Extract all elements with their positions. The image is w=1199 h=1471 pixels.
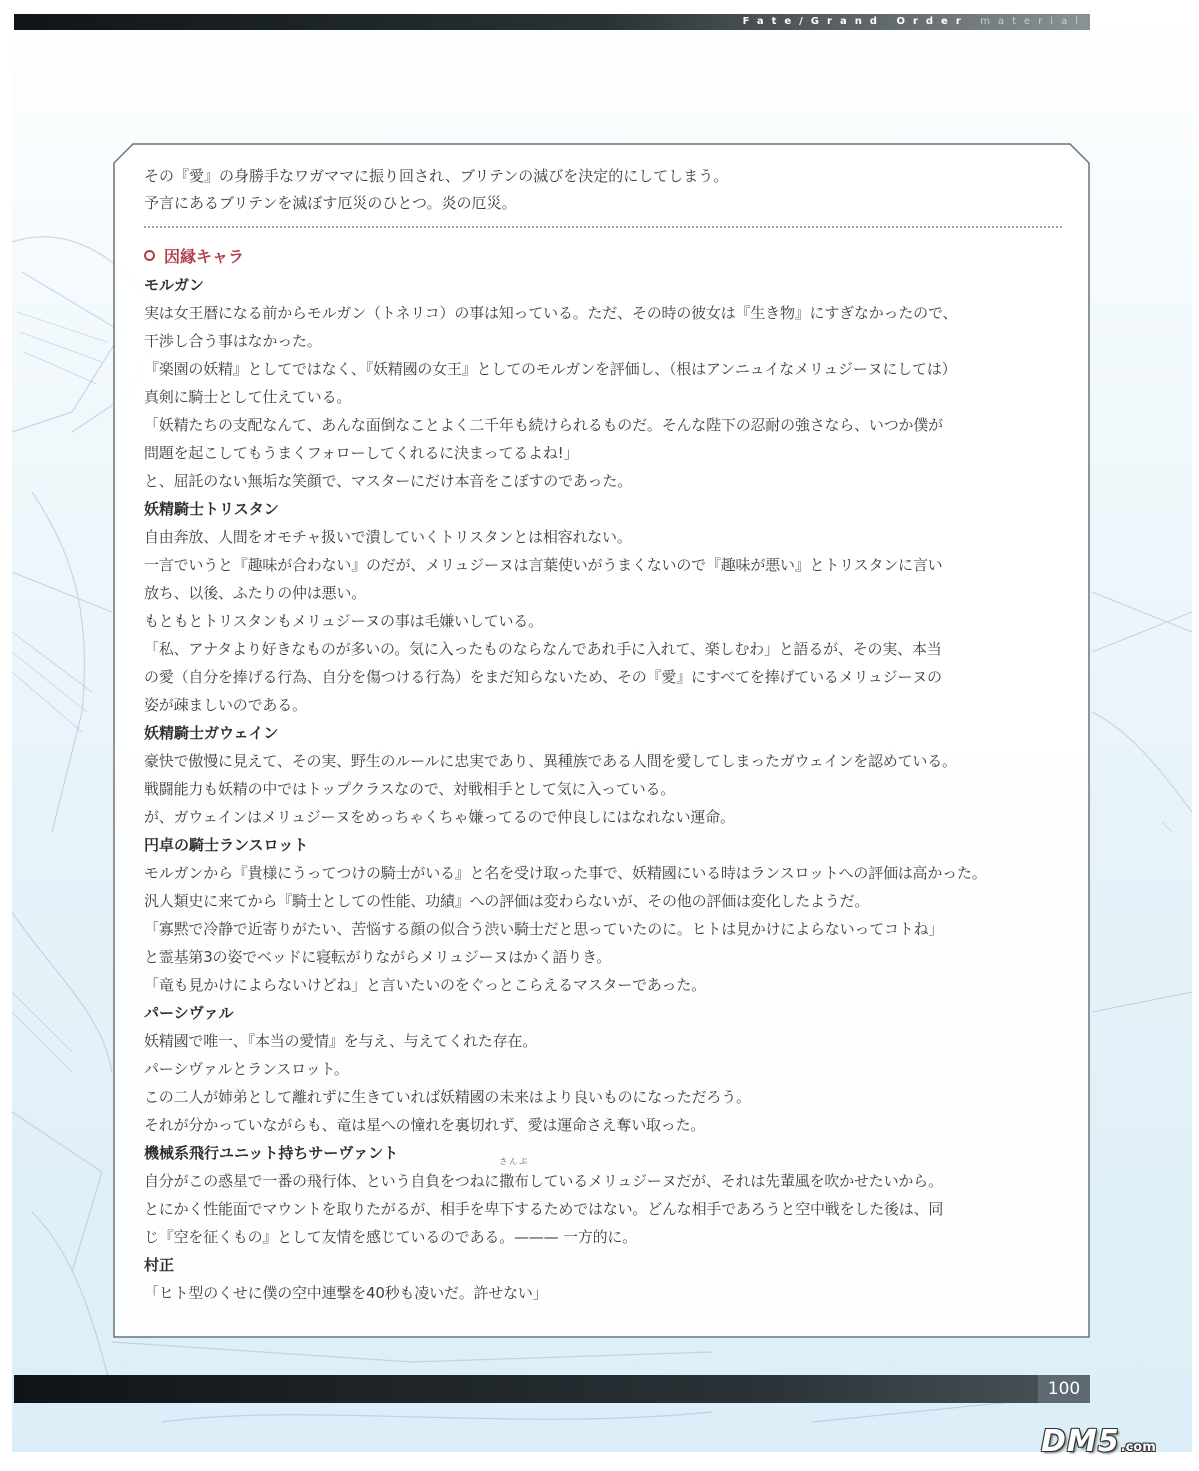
header-title-light: material	[980, 16, 1086, 27]
character-entry-muramasa	[144, 1251, 1069, 1307]
body-line: この二人が姉弟として離れずに生きていれば妖精國の未来はより良いものになっただろう。	[144, 1088, 751, 1106]
ruby-annotation	[499, 1157, 530, 1195]
character-entry-flying-servants	[144, 1139, 1069, 1251]
body-line-with-ruby	[144, 1157, 1069, 1195]
body-line: 一言でいうと『趣味が合わない』のだが、メリュジーヌは言葉使いがうまくないので『趣味が悪い』とトリスタンに言い	[144, 556, 943, 574]
body-line: 放ち、以後、ふたりの仲は悪い。	[144, 584, 367, 602]
dotted-divider	[144, 226, 1062, 228]
character-entry-gawain	[144, 719, 1069, 831]
body-line: 自由奔放、人間をオモチャ扱いで潰していくトリスタンとは相容れない。	[144, 528, 632, 546]
ruby-base: 撒布	[499, 1172, 529, 1190]
ruby-reading: さんぷ	[499, 1157, 530, 1166]
body-line: 「寡黙で冷静で近寄りがたい、苦悩する顔の似合う渋い騎士だと思っていたのに。ヒトは見かけによらないってコトね」	[144, 920, 944, 938]
character-name: 村正	[144, 1256, 175, 1274]
character-name: 妖精騎士トリスタン	[144, 500, 279, 518]
character-entry-morgan	[144, 271, 1069, 495]
section-heading	[144, 242, 1069, 268]
body-line: 戦闘能力も妖精の中ではトップクラスなので、対戦相手として気に入っている。	[144, 780, 676, 798]
character-name: 円卓の騎士ランスロット	[144, 836, 309, 854]
character-entry-tristan	[144, 495, 1069, 719]
watermark-sub: .com	[1120, 1440, 1156, 1455]
content-panel	[113, 143, 1090, 1338]
body-line: 姿が疎ましいのである。	[144, 696, 307, 714]
body-line: もともとトリスタンもメリュジーヌの事は毛嫌いしている。	[144, 612, 543, 630]
body-line: 汎人類史に来てから『騎士としての性能、功績』への評価は変わらないが、その他の評価は変化したようだ。	[144, 892, 870, 910]
watermark-main: DM5	[1041, 1424, 1120, 1459]
body-line: と霊基第3の姿でベッドに寝転がりながらメリュジーヌはかく語りき。	[144, 948, 612, 966]
body-line: 干渉し合う事はなかった。	[144, 332, 322, 350]
body-line: の愛（自分を捧げる行為、自分を傷つける行為）をまだ知らないため、その『愛』にすべてを捧げているメリュジーヌの	[144, 668, 942, 686]
body-line: じ『空を征くもの』として友情を感じているのである。——— 一方的に。	[144, 1228, 637, 1246]
page-number: 100	[1038, 1375, 1090, 1403]
section-title: 因縁キャラ	[164, 246, 245, 266]
header-bar	[14, 14, 1090, 30]
body-line: 問題を起こしてもうまくフォローしてくれるに決まってるよね!」	[144, 444, 579, 462]
body-line: 「私、アナタより好きなものが多いの。気に入ったものならなんであれ手に入れて、楽しむわ」と語るが、その実、本当	[144, 640, 942, 658]
character-entry-lancelot	[144, 831, 1069, 999]
body-line: 「ヒト型のくせに僕の空中連撃を40秒も凌いだ。許せない」	[144, 1284, 548, 1302]
header-title-bold: Fate/Grand Order	[742, 16, 969, 27]
body-line: とにかく性能面でマウントを取りたがるが、相手を卑下するためではない。どんな相手であろうと空中戦をした後は、同	[144, 1200, 944, 1218]
body-text-segment: しているメリュジーヌだが、それは先輩風を吹かせたいから。	[528, 1172, 943, 1190]
body-line: モルガンから『貴様にうってつけの騎士がいる』と名を受け取った事で、妖精國にいる時はランスロットへの評価は高かった。	[144, 864, 987, 882]
header-title	[743, 14, 1086, 30]
body-line: と、屈託のない無垢な笑顔で、マスターにだけ本音をこぼすのであった。	[144, 472, 632, 490]
character-name: 機械系飛行ユニット持ちサーヴァント	[144, 1144, 399, 1162]
site-watermark	[1041, 1425, 1156, 1459]
character-name: パーシヴァル	[144, 1004, 234, 1022]
body-line: それが分かっていながらも、竜は星への憧れを裏切れず、愛は運命さえ奪い取った。	[144, 1116, 706, 1134]
intro-line-2: 予言にあるブリテンを滅ぼす厄災のひとつ。炎の厄災。	[144, 194, 517, 212]
body-line: 実は女王暦になる前からモルガン（トネリコ）の事は知っている。ただ、その時の彼女は『生き物』にすぎなかったので、	[144, 304, 958, 322]
body-line: が、ガウェインはメリュジーヌをめっちゃくちゃ嫌ってるので仲良しにはなれない運命。	[144, 808, 735, 826]
circle-bullet-icon	[144, 250, 155, 261]
footer-bar	[14, 1375, 1090, 1403]
body-line: パーシヴァルとランスロット。	[144, 1060, 349, 1078]
character-name: モルガン	[144, 276, 205, 294]
body-line: 『楽園の妖精』としてではなく、『妖精國の女王』としてのモルガンを評価し、（根はアンニュイなメリュジーヌにしては）	[144, 360, 957, 378]
character-name: 妖精騎士ガウェイン	[144, 724, 279, 742]
body-line: 豪快で傲慢に見えて、その実、野生のルールに忠実であり、異種族である人間を愛してしまったガウェインを認めている。	[144, 752, 957, 770]
body-text-segment: 自分がこの惑星で一番の飛行体、という自負をつねに	[144, 1172, 500, 1190]
intro-line-1: その『愛』の身勝手なワガママに振り回され、ブリテンの滅びを決定的にしてしまう。	[144, 167, 729, 185]
panel-content	[144, 163, 1069, 1307]
body-line: 真剣に騎士として仕えている。	[144, 388, 352, 406]
body-line: 「竜も見かけによらないけどね」と言いたいのをぐっとこらえるマスターであった。	[144, 976, 706, 994]
body-line: 「妖精たちの支配なんて、あんな面倒なことよく二千年も続けられるものだ。そんな陛下の忍耐の強さなら、いつか僕が	[144, 416, 943, 434]
character-entry-percival	[144, 999, 1069, 1139]
body-line: 妖精國で唯一、『本当の愛情』を与え、与えてくれた存在。	[144, 1032, 538, 1050]
